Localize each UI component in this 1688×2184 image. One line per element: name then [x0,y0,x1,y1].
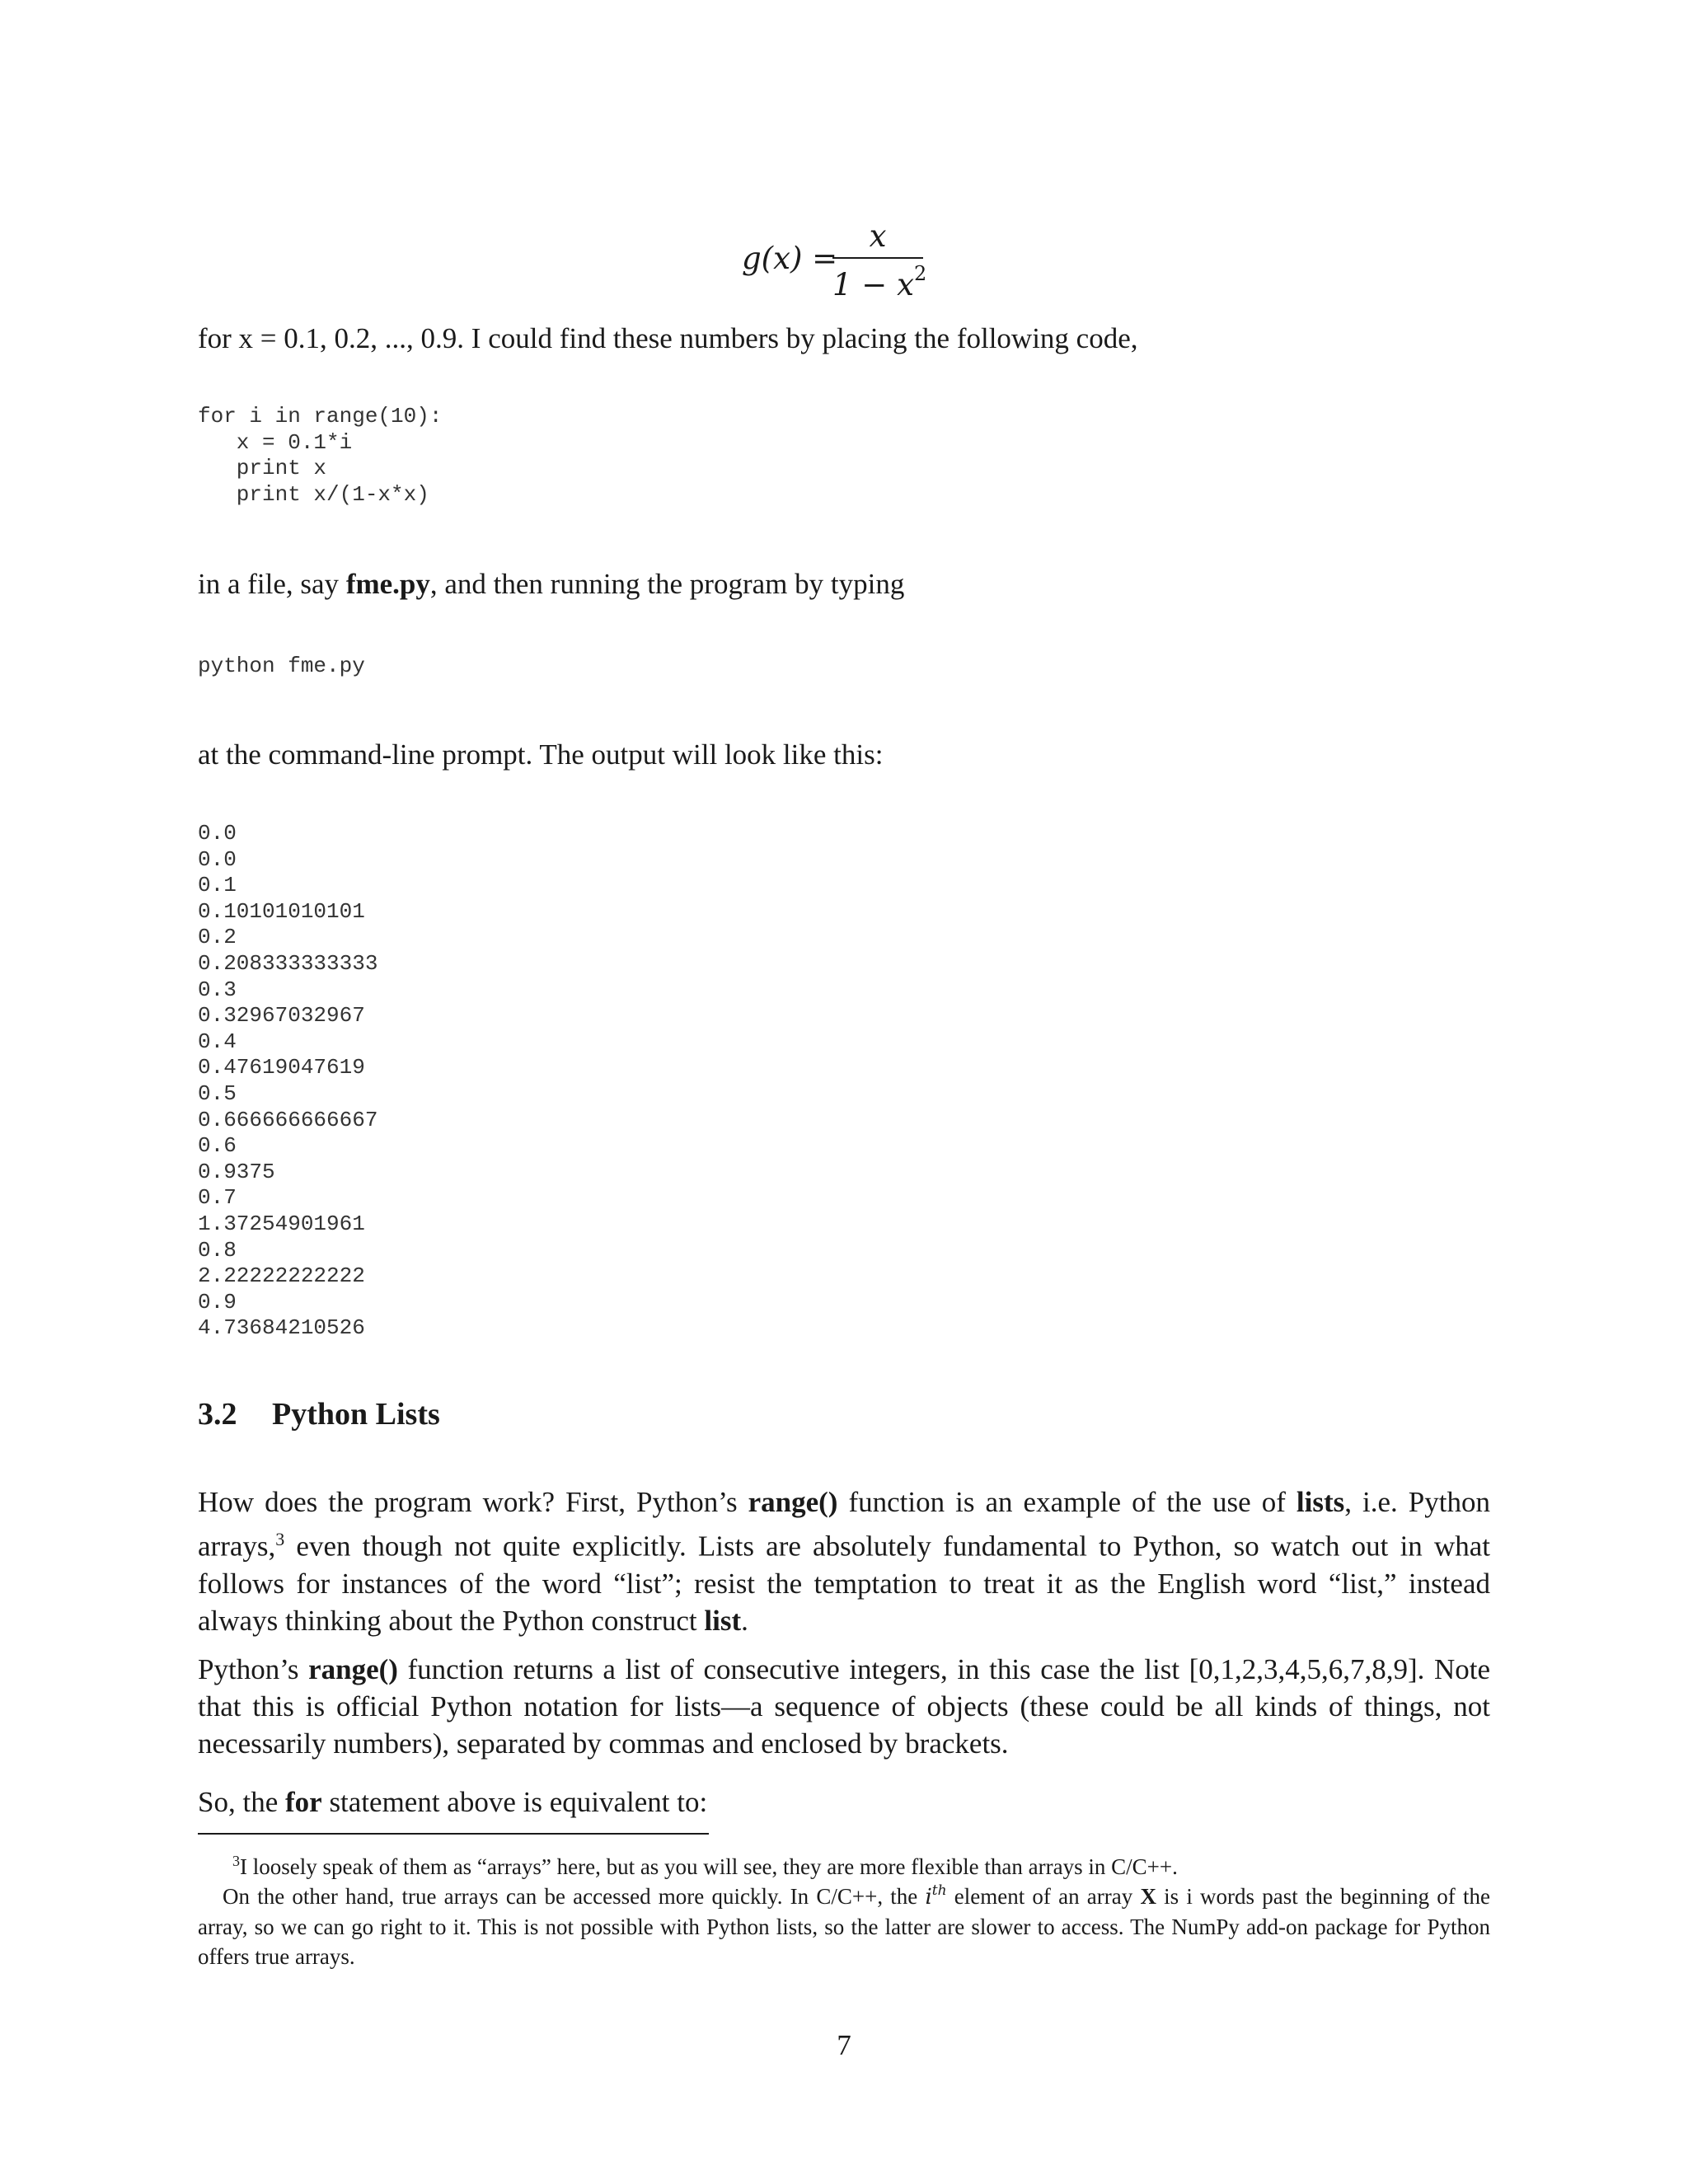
text: On the other hand, true arrays can be accessed more quickly. In C/C++, the [223,1884,926,1909]
math-superscript: th [931,1882,947,1899]
footnote-number: 3 [232,1853,240,1869]
text: I loosely speak of them as “arrays” here, but as you will see, they are more flexible than arrays in C/C++. [240,1854,1178,1879]
equation-denominator [832,262,927,302]
denominator-base: 1 − x [832,267,914,302]
list-bold: list [704,1604,742,1637]
text: element of an array [946,1884,1141,1909]
text: . [741,1604,748,1637]
section-number: 3.2 [198,1397,237,1432]
paragraph-lists [198,1483,1490,1639]
text: , and then running the program by typing [429,568,905,600]
page-number: 7 [837,2029,851,2061]
equation-lhs: g(x) = [742,241,838,276]
document-page [198,0,1490,2184]
equation-fraction [832,218,927,302]
text: function is an example of the use of [837,1486,1296,1518]
math-base: i [925,1885,932,1910]
text: statement above is equivalent to: [321,1786,708,1818]
text: even though not quite explicitly. Lists are absolutely fundamental to Python, so watch out in what follows for instances of the word “list”; resist the temptation to treat it as the English word “list,” instead always thinking about the Python construct [198,1530,1490,1637]
fraction-bar [832,257,923,259]
text: is i words past the beginning of the array, so we can go right to it. This is not possible with Python lists, so the latter are slower to access. The NumPy add-on package for Python offers true arrays. [198,1884,1490,1969]
paragraph-for [198,1783,1490,1821]
equation-numerator: x [869,218,887,254]
filename-bold: fme.py [345,568,430,600]
code-block-output: 0.0 0.0 0.1 0.10101010101 0.2 0.208333333333 0.3 0.32967032967 0.4 0.47619047619 0.5 0.666666666667 0.6 0.9375 0.7 1.37254901961 0.8 2.22222222222 0.9 4.73684210526 [198,821,378,1341]
paragraph-intro: for x = 0.1, 0.2, ..., 0.9. I could find these numbers by placing the following code, [198,322,1138,354]
text: So, the [198,1786,285,1818]
code-block-command: python fme.py [198,654,365,678]
text: in a file, say [198,568,346,600]
footnote-rule [198,1833,709,1835]
text: function returns a list of consecutive integers, in this case the list [0,1,2,3,4,5,6,7,8,9]. Note that this is official Python notation for lists—a sequence of objects (these could be all kinds of things, not necessarily numbers), separated by commas and enclosed by brackets. [198,1653,1490,1760]
paragraph-output-intro: at the command-line prompt. The output will look like this: [198,738,884,771]
math-ith [925,1882,947,1910]
footnote-body [198,1876,1490,1971]
text: How does the program work? First, Python’s [198,1486,748,1518]
section-heading [198,1394,440,1434]
paragraph-range [198,1651,1490,1762]
paragraph-file [198,565,1490,602]
range-bold: range() [308,1653,398,1685]
denominator-exponent: 2 [913,262,927,285]
range-bold: range() [748,1486,838,1518]
section-title: Python Lists [272,1397,440,1432]
text: Python’s [198,1653,309,1685]
text: , i.e. Python arrays, [198,1486,1490,1563]
lists-bold: lists [1296,1486,1345,1518]
code-block-loop: for i in range(10): x = 0.1*i print x print x/(1-x*x) [198,404,443,507]
footnote-marker[interactable]: 3 [275,1529,285,1549]
for-bold: for [284,1786,322,1818]
array-x-bold: X [1140,1884,1156,1909]
